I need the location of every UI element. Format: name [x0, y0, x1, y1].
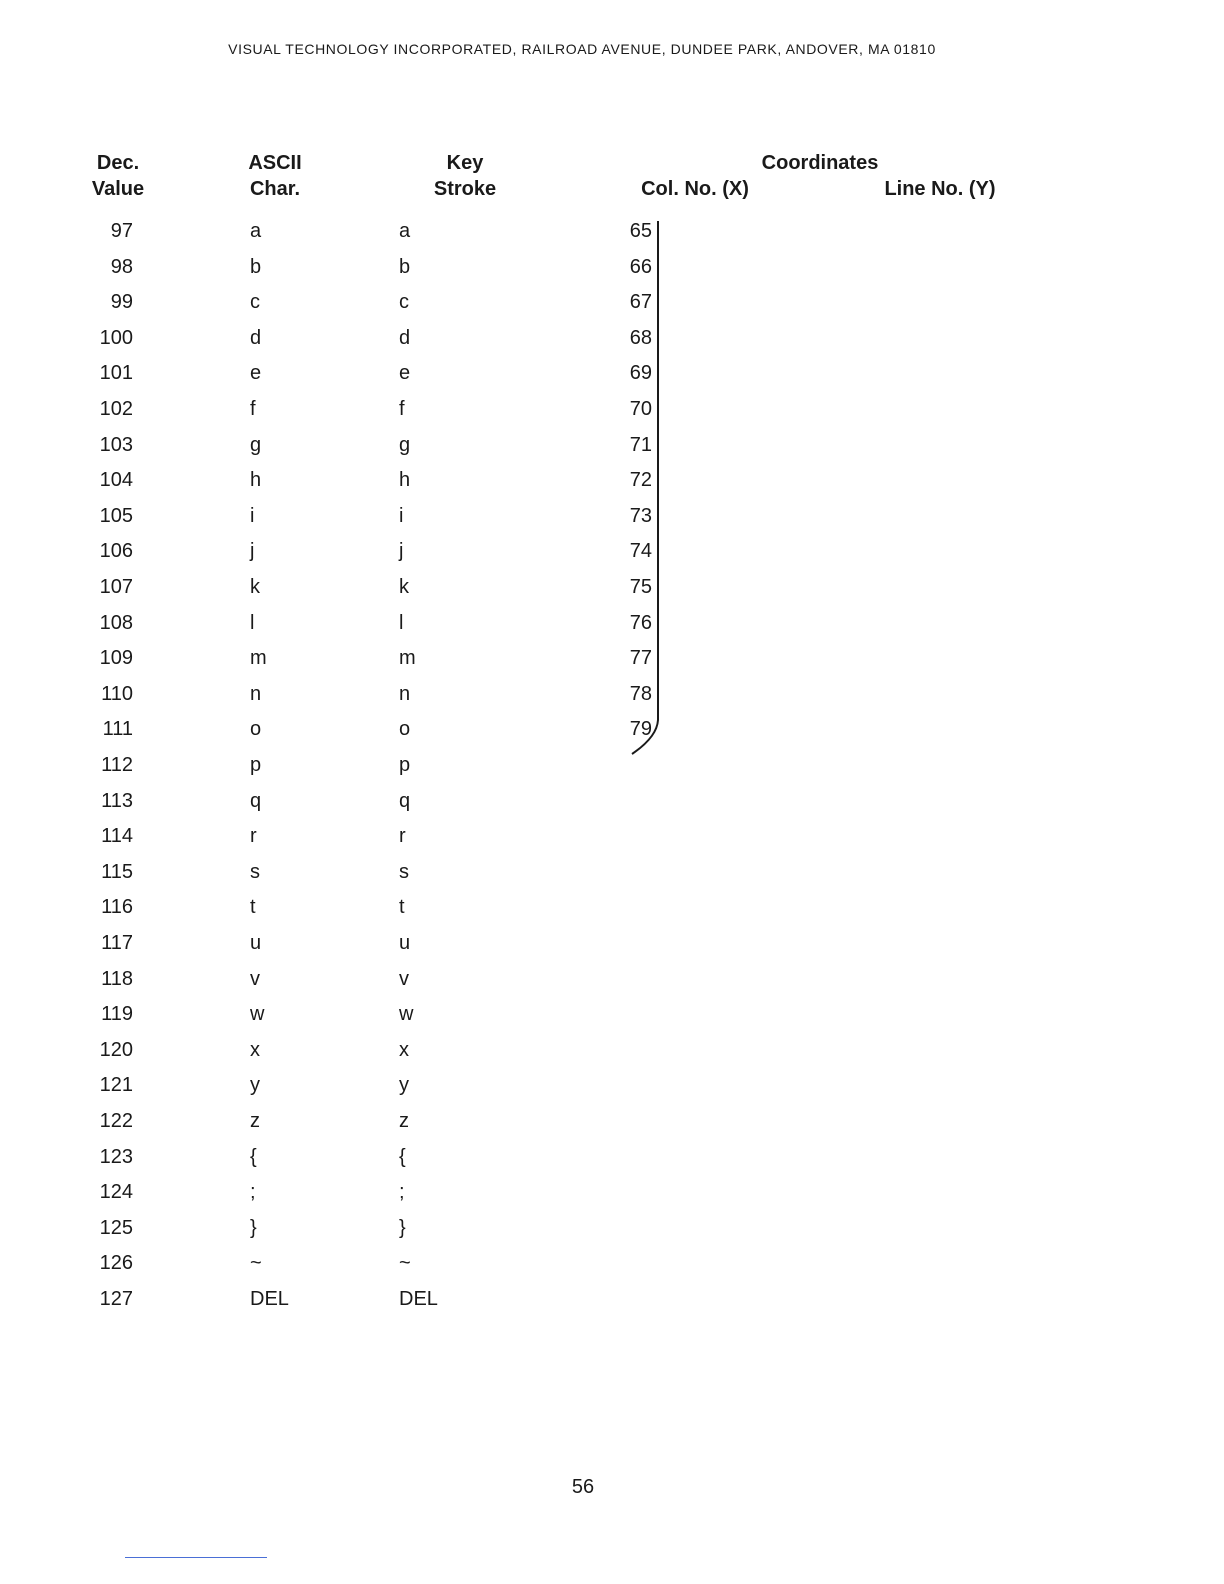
column-header-line: Col. No. (X): [641, 178, 749, 200]
row-ascii-char: k: [250, 576, 260, 598]
row-dec-value: 113: [101, 790, 133, 812]
row-key-stroke: j: [399, 540, 404, 562]
row-key-stroke: b: [399, 256, 411, 278]
row-ascii-char: ~: [250, 1252, 262, 1274]
column-header-line: Stroke: [433, 178, 497, 200]
row-key-stroke: e: [399, 362, 411, 384]
row-dec-value: 116: [101, 896, 133, 918]
row-dec-value: 126: [99, 1252, 133, 1274]
row-dec-value: 127: [99, 1288, 133, 1310]
row-dec-value: 120: [99, 1039, 133, 1061]
row-dec-value: 107: [99, 576, 133, 598]
column-header-line: Char.: [249, 178, 301, 200]
row-col-no: 77: [629, 647, 652, 669]
row-key-stroke: m: [399, 647, 416, 669]
row-ascii-char: w: [250, 1003, 265, 1025]
row-ascii-char: y: [250, 1074, 260, 1096]
row-key-stroke: ;: [399, 1181, 405, 1203]
row-key-stroke: k: [399, 576, 409, 598]
row-ascii-char: n: [250, 683, 262, 705]
row-ascii-char: d: [250, 327, 262, 349]
row-key-stroke: }: [399, 1217, 406, 1239]
row-col-no: 65: [629, 220, 652, 242]
row-dec-value: 118: [101, 968, 133, 990]
row-dec-value: 103: [99, 434, 133, 456]
row-ascii-char: p: [250, 754, 262, 776]
column-header-line: Dec.: [96, 152, 140, 174]
row-key-stroke: g: [399, 434, 411, 456]
row-dec-value: 102: [99, 398, 133, 420]
row-col-no: 74: [629, 540, 652, 562]
row-ascii-char: ;: [250, 1181, 256, 1203]
row-col-no: 66: [629, 256, 652, 278]
row-dec-value: 110: [101, 683, 133, 705]
row-ascii-char: m: [250, 647, 267, 669]
row-key-stroke: y: [399, 1074, 409, 1096]
row-key-stroke: u: [399, 932, 411, 954]
column-header-line-no: [860, 176, 1020, 202]
row-key-stroke: q: [399, 790, 411, 812]
row-dec-value: 124: [99, 1181, 133, 1203]
row-key-stroke: {: [399, 1146, 406, 1168]
row-ascii-char: a: [250, 220, 262, 242]
row-dec-value: 114: [101, 825, 133, 847]
row-col-no: 69: [629, 362, 652, 384]
row-ascii-char: v: [250, 968, 260, 990]
row-dec-value: 97: [110, 220, 133, 242]
column-header-key-stroke: [420, 150, 510, 202]
row-ascii-char: g: [250, 434, 262, 456]
row-dec-value: 106: [99, 540, 133, 562]
row-col-no: 70: [629, 398, 652, 420]
row-key-stroke: v: [399, 968, 409, 990]
row-col-no: 79: [629, 718, 652, 740]
row-dec-value: 98: [110, 256, 133, 278]
row-ascii-char: e: [250, 362, 262, 384]
row-ascii-char: h: [250, 469, 262, 491]
row-col-no: 67: [629, 291, 652, 313]
row-key-stroke: l: [399, 612, 404, 634]
column-header-line: Coordinates: [761, 152, 879, 174]
row-col-no: 78: [629, 683, 652, 705]
row-col-no: 68: [629, 327, 652, 349]
row-ascii-char: DEL: [250, 1288, 289, 1310]
bracket-line-icon: [620, 215, 670, 760]
column-header-col-no: [620, 176, 770, 202]
page-number: 56: [571, 1476, 595, 1498]
row-col-no: 73: [629, 505, 652, 527]
row-ascii-char: r: [250, 825, 257, 847]
row-key-stroke: h: [399, 469, 411, 491]
row-ascii-char: c: [250, 291, 260, 313]
row-key-stroke: s: [399, 861, 409, 883]
row-dec-value: 125: [99, 1217, 133, 1239]
row-dec-value: 109: [99, 647, 133, 669]
row-col-no: 71: [629, 434, 652, 456]
row-key-stroke: w: [399, 1003, 414, 1025]
row-ascii-char: s: [250, 861, 260, 883]
row-ascii-char: q: [250, 790, 262, 812]
row-key-stroke: x: [399, 1039, 409, 1061]
column-header-line: Value: [91, 178, 145, 200]
row-dec-value: 119: [101, 1003, 133, 1025]
column-header-line: Key: [446, 152, 484, 174]
row-dec-value: 108: [99, 612, 133, 634]
row-dec-value: 105: [99, 505, 133, 527]
row-ascii-char: f: [250, 398, 256, 420]
row-dec-value: 101: [99, 362, 133, 384]
row-col-no: 76: [629, 612, 652, 634]
row-dec-value: 115: [101, 861, 133, 883]
page-header: VISUAL TECHNOLOGY INCORPORATED, RAILROAD AVENUE, DUNDEE PARK, ANDOVER, MA 01810: [228, 41, 936, 57]
row-ascii-char: z: [250, 1110, 260, 1132]
column-header-line: Line No. (Y): [884, 178, 996, 200]
column-header-coordinates: [720, 150, 920, 176]
row-key-stroke: o: [399, 718, 411, 740]
row-ascii-char: }: [250, 1217, 257, 1239]
row-key-stroke: n: [399, 683, 411, 705]
row-col-no: 75: [629, 576, 652, 598]
row-key-stroke: f: [399, 398, 405, 420]
row-ascii-char: i: [250, 505, 255, 527]
row-dec-value: 117: [101, 932, 133, 954]
row-key-stroke: z: [399, 1110, 409, 1132]
row-key-stroke: i: [399, 505, 404, 527]
row-dec-value: 121: [99, 1074, 133, 1096]
row-ascii-char: b: [250, 256, 262, 278]
row-dec-value: 104: [99, 469, 133, 491]
row-ascii-char: j: [250, 540, 255, 562]
row-key-stroke: c: [399, 291, 409, 313]
column-header-dec-value: [80, 150, 156, 202]
row-dec-value: 112: [101, 754, 133, 776]
footer-rule: [125, 1557, 267, 1558]
row-key-stroke: DEL: [399, 1288, 438, 1310]
row-ascii-char: {: [250, 1146, 257, 1168]
column-header-line: ASCII: [248, 152, 302, 174]
row-dec-value: 99: [110, 291, 133, 313]
row-key-stroke: a: [399, 220, 411, 242]
row-dec-value: 123: [99, 1146, 133, 1168]
row-key-stroke: r: [399, 825, 406, 847]
row-dec-value: 100: [99, 327, 133, 349]
row-dec-value: 111: [102, 718, 133, 740]
row-ascii-char: x: [250, 1039, 260, 1061]
row-ascii-char: o: [250, 718, 262, 740]
row-key-stroke: ~: [399, 1252, 411, 1274]
row-col-no: 72: [629, 469, 652, 491]
row-ascii-char: u: [250, 932, 262, 954]
row-key-stroke: t: [399, 896, 405, 918]
row-ascii-char: t: [250, 896, 256, 918]
row-ascii-char: l: [250, 612, 255, 634]
row-dec-value: 122: [99, 1110, 133, 1132]
row-key-stroke: d: [399, 327, 411, 349]
column-header-ascii-char: [230, 150, 320, 202]
row-key-stroke: p: [399, 754, 411, 776]
